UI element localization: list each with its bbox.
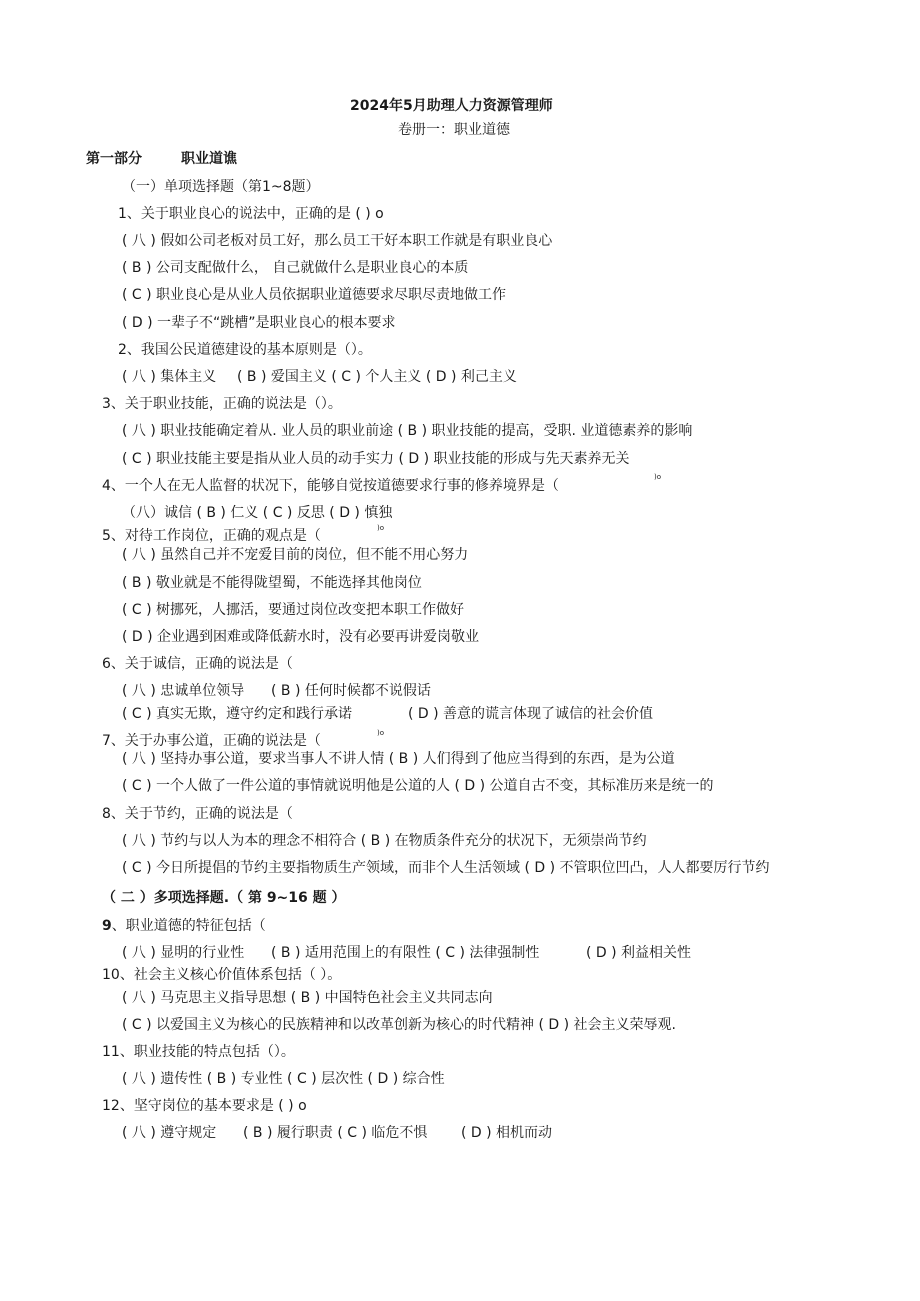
question-11-options: ( 八 ) 遗传性 ( B ) 专业性 ( C ) 层次性 ( D ) 综合性 xyxy=(122,1071,445,1087)
question-1-option-a: ( 八 ) 假如公司老板对员工好，那么员工干好本职工作就是有职业良心 xyxy=(122,233,553,249)
question-7-stem: 7、关于办事公道，正确的说法是（ xyxy=(102,733,321,749)
question-4-options: （八）诚信 ( B ) 仁义 ( C ) 反思 ( D ) 慎独 xyxy=(122,505,393,521)
question-5-blank-mark: )o xyxy=(377,524,385,532)
question-10-stem: 10、社会主义核心价值体系包括（ ）。 xyxy=(102,967,342,983)
question-10-options-ab: ( 八 ) 马克思主义指导思想 ( B ) 中国特色社会主义共同志向 xyxy=(122,990,493,1006)
question-5-stem: 5、对待工作岗位，正确的观点是（ xyxy=(102,528,321,544)
question-9-number: 9 xyxy=(102,918,112,934)
question-6-option-d: ( D ) 善意的谎言体现了诚信的社会价值 xyxy=(408,706,654,722)
question-2-option-a: ( 八 ) 集体主义 xyxy=(122,369,217,385)
question-5-option-d: ( D ) 企业遇到困难或降低薪水时，没有必要再讲爱岗敬业 xyxy=(122,629,480,645)
document-title: 2024年5月助理人力资源管理师 xyxy=(350,98,553,114)
question-8-options-cd: ( C ) 今日所提倡的节约主要指物质生产领域，而非个人生活领域 ( D ) 不管职位凹凸，人人都要厉行节约 xyxy=(122,860,770,876)
question-6-stem: 6、关于诚信，正确的说法是（ xyxy=(102,656,293,672)
question-10-options-cd: ( C ) 以爱国主义为核心的民族精神和以改革创新为核心的时代精神 ( D ) 社会主义荣辱观. xyxy=(122,1017,677,1033)
question-12-option-d: ( D ) 相机而动 xyxy=(461,1125,553,1141)
question-9-option-a: ( 八 ) 显明的行业性 xyxy=(122,945,245,961)
section-heading-multiple-choice: （ 二 ）多项选择题.（ 第 9~16 题 ） xyxy=(102,890,346,906)
question-5-option-a: ( 八 ) 虽然自己并不宠爱目前的岗位，但不能不用心努力 xyxy=(122,547,469,563)
question-9-stem xyxy=(102,917,266,935)
part-label: 第一部分 xyxy=(86,151,142,167)
part-name: 职业道谯 xyxy=(181,151,237,167)
question-1-option-b: ( B ) 公司支配做什么， 自己就做什么是职业良心的本质 xyxy=(122,260,469,276)
question-9-option-d: ( D ) 利益相关性 xyxy=(586,945,692,961)
question-4-stem: 4、一个人在无人监督的状况下，能够自觉按道德要求行事的修养境界是（ xyxy=(102,478,559,494)
question-2-stem: 2、我国公民道德建设的基本原则是（）。 xyxy=(118,342,372,358)
question-12-option-a: ( 八 ) 遵守规定 xyxy=(122,1125,217,1141)
question-9-text: 、职业道德的特征包括（ xyxy=(111,918,266,934)
question-5-option-c: ( C ) 树挪死，人挪活，要通过岗位改变把本职工作做好 xyxy=(122,602,465,618)
question-8-options-ab: ( 八 ) 节约与以人为本的理念不相符合 ( B ) 在物质条件充分的状况下，无须崇尚节约 xyxy=(122,833,647,849)
question-7-options-ab: ( 八 ) 坚持办事公道，要求当事人不讲人情 ( B ) 人们得到了他应当得到的东西，是为公道 xyxy=(122,751,675,767)
question-7-options-cd: ( C ) 一个人做了一件公道的事情就说明他是公道的人 ( D ) 公道自古不变，其标准历来是统一的 xyxy=(122,778,714,794)
question-8-stem: 8、关于节约，正确的说法是（ xyxy=(102,806,293,822)
question-11-stem: 11、职业技能的特点包括（）。 xyxy=(102,1044,295,1060)
question-6-option-b: ( B ) 任何时候都不说假话 xyxy=(271,683,431,699)
question-3-options-cd: ( C ) 职业技能主要是指从业人员的动手实力 ( D ) 职业技能的形成与先天素养无关 xyxy=(122,451,630,467)
question-7-blank-mark: )o xyxy=(377,729,385,737)
question-4-blank-mark: )o xyxy=(654,473,662,481)
question-5-option-b: ( B ) 敬业就是不能得陇望蜀，不能选择其他岗位 xyxy=(122,575,422,591)
question-2-options-bcd: ( B ) 爱国主义 ( C ) 个人主义 ( D ) 利己主义 xyxy=(237,369,517,385)
question-1-option-c: ( C ) 职业良心是从业人员依据职业道德要求尽职尽责地做工作 xyxy=(122,287,507,303)
question-3-stem: 3、关于职业技能，正确的说法是（）。 xyxy=(102,396,342,412)
question-12-options-bc: ( B ) 履行职责 ( C ) 临危不惧 xyxy=(243,1125,428,1141)
question-3-options-ab: ( 八 ) 职业技能确定着从. 业人员的职业前途 ( B ) 职业技能的提高，受职. 业道德素养的影响 xyxy=(122,423,693,439)
question-1-stem: 1、关于职业良心的说法中，正确的是 ( ) o xyxy=(118,206,384,222)
question-12-stem: 12、坚守岗位的基本要求是 ( ) o xyxy=(102,1098,307,1114)
question-6-option-c: ( C ) 真实无欺，遵守约定和践行承诺 xyxy=(122,706,353,722)
document-subtitle: 卷册一：职业道德 xyxy=(398,122,510,138)
question-6-option-a: ( 八 ) 忠诚单位领导 xyxy=(122,683,245,699)
question-1-option-d: ( D ) 一辈子不“跳槽”是职业良心的根本要求 xyxy=(122,315,396,331)
section-heading-single-choice: （一）单项选择题（第1~8题） xyxy=(122,179,320,195)
question-9-options-bc: ( B ) 适用范围上的有限性 ( C ) 法律强制性 xyxy=(271,945,540,961)
